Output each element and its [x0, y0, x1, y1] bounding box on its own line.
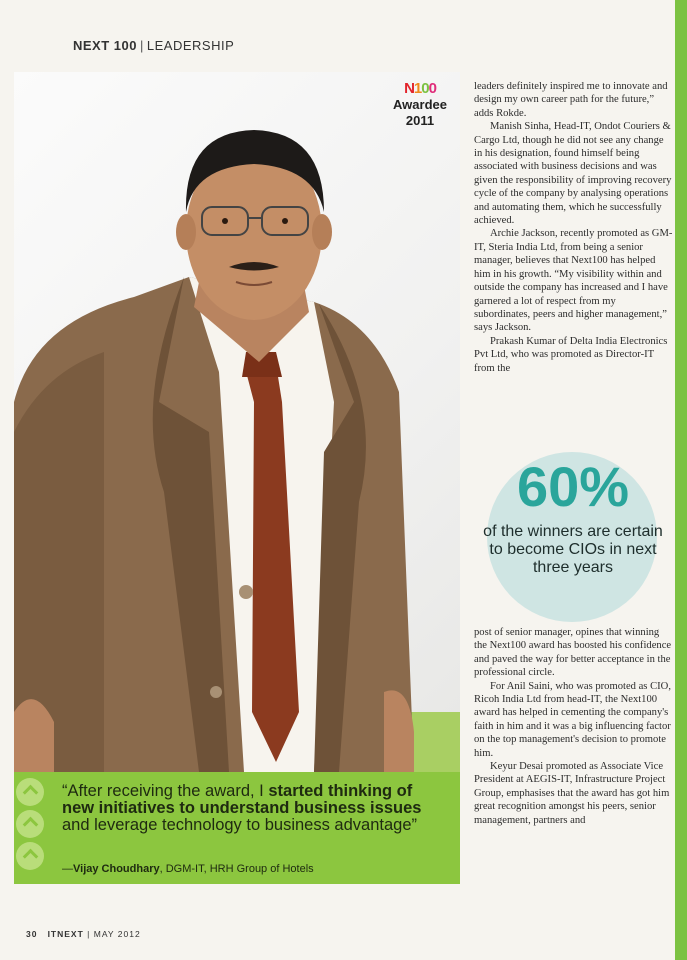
quote-attribution: —Vijay Choudhary, DGM-IT, HRH Group of Hotels	[62, 863, 314, 875]
awardee-badge	[384, 80, 456, 129]
pull-quote: “After receiving the award, I started thinking of new initiatives to understand business issues and leverage technology to business advantage”	[62, 782, 422, 834]
paragraph: Keyur Desai promoted as Associate Vice President at AEGIS-IT, Infrastructure Project Group, emphasises that the award has got him great recognition amongst his peers, senior management, partners and	[474, 761, 670, 826]
paragraph: Prakash Kumar of Delta India Electronics Pvt Ltd, who was promoted as Director-IT from the	[474, 335, 668, 374]
header-section: LEADERSHIP	[146, 38, 235, 53]
arrow-decoration	[16, 778, 52, 874]
arrow-circle-icon	[16, 810, 44, 838]
header-brand: NEXT 100	[73, 38, 137, 53]
next100-logo: N100	[404, 80, 436, 97]
awardee-label: Awardee	[393, 97, 447, 112]
article-column-top	[474, 80, 674, 375]
paragraph: Archie Jackson, recently promoted as GM-IT, Steria India Ltd, from being a senior manager, believes that Next100 has helped him in his growth. “My visibility within and outside the company has increased and I have garnered a lot of respect from my subordinates, peers and higher management,” says Jackson.	[474, 228, 673, 334]
awardee-year: 2011	[405, 113, 435, 128]
page-number: 30	[26, 929, 38, 939]
stat-number: 60%	[516, 455, 630, 518]
section-header	[73, 38, 234, 53]
portrait-photo	[14, 72, 460, 772]
paragraph: post of senior manager, opines that winning the Next100 award has boosted his confidence and paved the way for better acceptance in the professional circle.	[474, 627, 672, 679]
stat-text: of the winners are certain to become CIOs in next three years	[483, 523, 663, 576]
issue-date: MAY 2012	[93, 929, 141, 939]
paragraph: leaders definitely inspired me to innovate and design my own career path for the future,” adds Rokde.	[474, 81, 668, 119]
header-separator: |	[139, 38, 144, 53]
arrow-circle-icon	[16, 778, 44, 806]
man-in-suit-illustration	[14, 72, 460, 772]
page-footer: 30 ITNEXT | MAY 2012	[26, 929, 141, 939]
page-edge-accent	[675, 0, 687, 960]
article-column-bottom	[474, 626, 674, 827]
paragraph: Manish Sinha, Head-IT, Ondot Couriers & Cargo Ltd, though he did not see any change in his designation, found himself being associated with business decisions and was given the responsibility of improving recovery cycle of the company by analysing operations and automating them, which he successfully achieved.	[474, 121, 672, 227]
magazine-name: ITNEXT	[47, 929, 84, 939]
paragraph: For Anil Saini, who was promoted as CIO, Ricoh India Ltd from head-IT, the Next100 award has helped in cementing the company's faith in him and it was a big influencing factor on the top management's decision to promote him.	[474, 680, 671, 759]
arrow-circle-icon	[16, 842, 44, 870]
